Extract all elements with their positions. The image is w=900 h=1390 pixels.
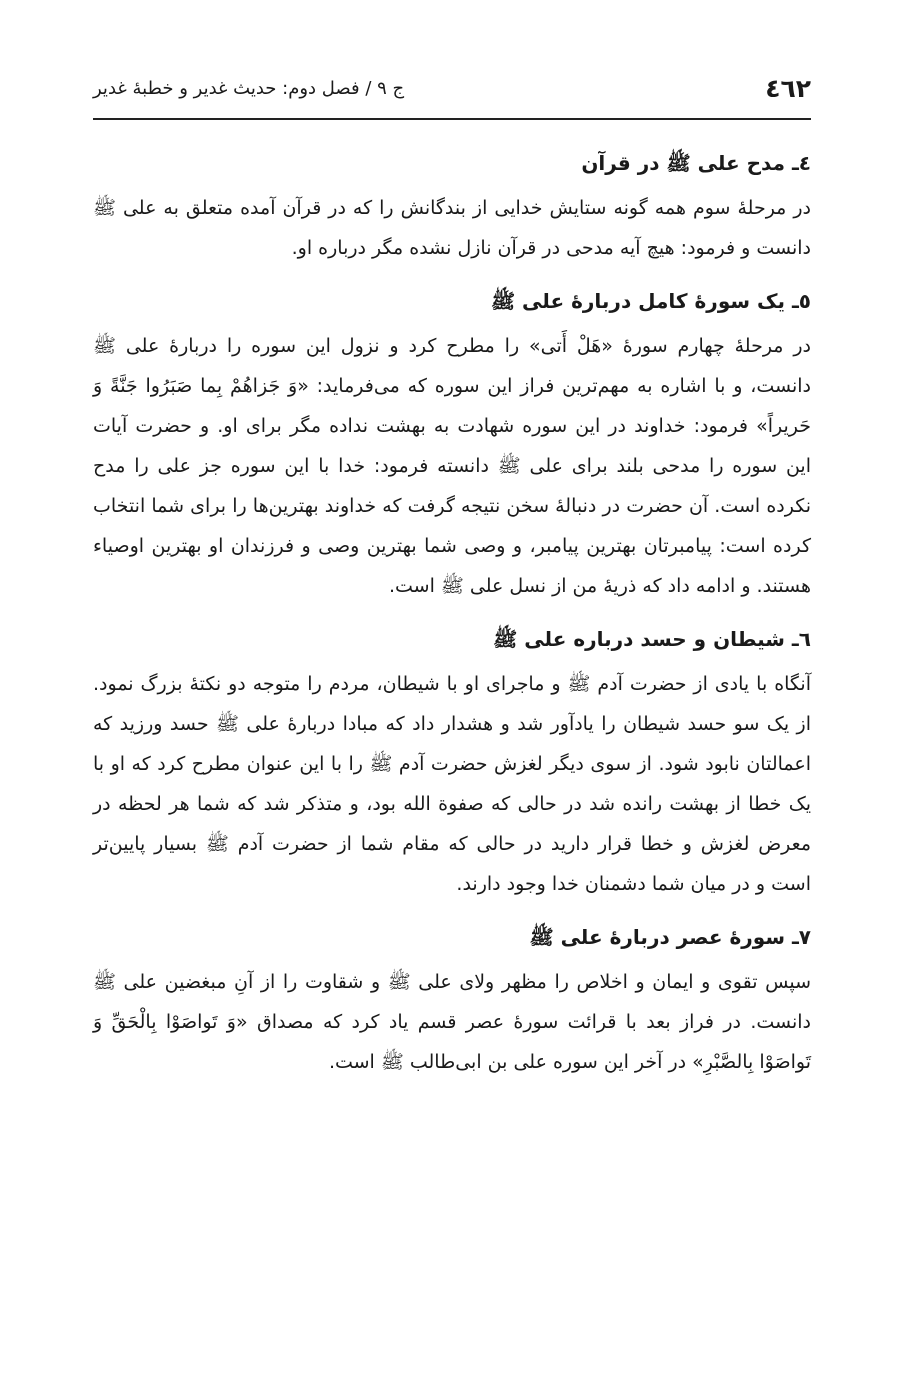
section-title: ٤ـ مدح علی ﷺ در قرآن <box>581 151 811 175</box>
section-body: در مرحلهٔ سوم همه گونه ستایش خدایی از بندگانش را که در قرآن آمده متعلق به علی ﷺ دانست و فرمود: هیچ آیه مدحی در قرآن نازل نشده مگر درباره او. <box>93 197 811 259</box>
running-title: ج ٩ / فصل دوم: حدیث غدیر و خطبهٔ غدیر <box>93 77 405 99</box>
section-title: ٧ـ سورهٔ عصر دربارهٔ علی ﷺ <box>529 925 811 949</box>
section-body: سپس تقوی و ایمان و اخلاص را مظهر ولای علی ﷺ و شقاوت را از آنِ مبغضین علی ﷺ دانست. در فراز بعد با قرائت سورهٔ عصر قسم یاد کرد که مصداق «وَ تَواصَوْا بِالْحَقِّ وَ تَواصَوْا بِالصَّبْرِ» در آخر این سوره علی بن ابی‌طالب ﷺ است. <box>93 971 811 1073</box>
section-4 <box>93 138 811 268</box>
section-body: آنگاه با یادی از حضرت آدم ﷺ و ماجرای او با شیطان، مردم را متوجه دو نکتهٔ بزرگ نمود. از یک سو حسد شیطان را یادآور شد و هشدار داد که مبادا دربارهٔ علی ﷺ حسد ورزید که اعمالتان نابود شود. از سوی دیگر لغزش حضرت آدم ﷺ را با این عنوان مطرح کرد که او با یک خطا از بهشت رانده شد در حالی که صفوة الله بود، و متذکر شد که شما هر لحظه در معرض لغزش و خطا قرار دارید در حالی که مقام شما از حضرت آدم ﷺ بسیار پایین‌تر است و در میان شما دشمنان خدا وجود دارند. <box>93 673 811 895</box>
section-title: ٦ـ شیطان و حسد درباره علی ﷺ <box>493 627 811 651</box>
page-number: ٤٦٢ <box>765 73 811 103</box>
header-rule <box>93 118 811 120</box>
section-7 <box>93 912 811 1082</box>
section-5 <box>93 276 811 606</box>
page-content <box>93 138 811 1090</box>
section-title: ٥ـ یک سورهٔ کامل دربارهٔ علی ﷺ <box>490 289 811 313</box>
section-body: در مرحلهٔ چهارم سورهٔ «هَلْ أَتی» را مطرح کرد و نزول این سوره را دربارهٔ علی ﷺ دانست، و با اشاره به مهم‌ترین فراز این سوره که می‌فرماید: «وَ جَزاهُمْ بِما صَبَرُوا جَنَّةً وَ حَریراً» فرمود: خداوند در این سوره شهادت به بهشت نداده مگر برای او. و حضرت آیات این سوره را مدحی بلند برای علی ﷺ دانسته فرمود: خدا با این سوره جز علی را مدح نکرده است. آن حضرت در دنبالهٔ سخن نتیجه گرفت که خداوند بهترین‌ها را برای شما انتخاب کرده است: پیامبرتان بهترین پیامبر، و وصی شما بهترین وصی و فرزندان او بهترین اوصیاء هستند. و ادامه داد که ذریهٔ من از نسل علی ﷺ است. <box>93 335 811 597</box>
section-6 <box>93 614 811 904</box>
page <box>93 0 811 1390</box>
page-header <box>93 66 811 110</box>
